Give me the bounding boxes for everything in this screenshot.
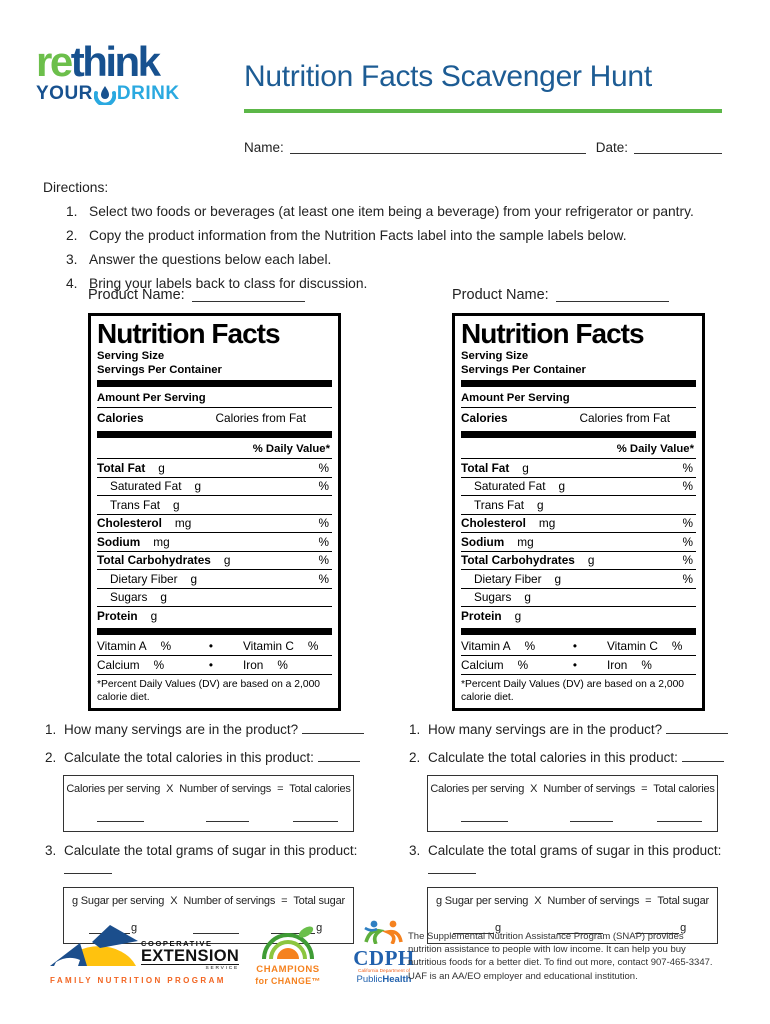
logo-line1 (36, 38, 222, 85)
directions-heading: Directions: (43, 180, 109, 195)
nutrition-facts-title: Nutrition Facts (97, 318, 280, 349)
calories-formula-blanks (67, 810, 350, 822)
date-fill-line[interactable] (634, 139, 722, 154)
worksheet-columns (43, 287, 737, 944)
calories-calculation-box (63, 775, 354, 832)
answer-blank[interactable] (570, 810, 613, 822)
direction-step (43, 203, 743, 221)
name-fill-line[interactable] (290, 139, 586, 154)
question-1: 1. How many servings are in the product? (43, 720, 373, 739)
daily-value-heading: % Daily Value* (461, 441, 696, 459)
product-name-row (452, 287, 737, 303)
servings-per-container-line[interactable]: Servings Per Container (461, 364, 586, 377)
left-product-column (43, 287, 373, 944)
question-3: 3. Calculate the total grams of sugar in this product: (407, 841, 737, 879)
nutrient-row-trans-fat[interactable]: Trans Fat g (97, 496, 332, 515)
calories-formula-blanks (431, 810, 714, 822)
snap-disclaimer-text: The Supplemental Nutrition Assistance Program (SNAP) provides nutrition assistance to people with low income. It can help you buy nutritious foods for a better diet. To find out more, contact 907-465-3347. UAF is an AA/EO employer and educational institution. (408, 931, 713, 982)
water-drop-icon (94, 83, 116, 105)
name-date-row (244, 139, 722, 155)
extension-mountains-icon (50, 920, 138, 973)
answer-blank[interactable] (97, 810, 144, 822)
bullet-separator: • (572, 639, 578, 654)
bullet-separator: • (208, 657, 214, 672)
step-text: Bring your labels back to class for discussion. (89, 276, 368, 291)
thick-divider (461, 380, 696, 387)
nutrient-row-saturated-fat[interactable]: Saturated Fat g % (461, 478, 696, 497)
directions-section (43, 179, 743, 293)
vitamin-row-calcium-iron[interactable]: Calcium % • Iron % (97, 656, 332, 675)
serving-size-line[interactable]: Serving Size (461, 350, 529, 363)
daily-value-footnote: *Percent Daily Values (DV) are based on a 2,000 calorie diet. (97, 678, 321, 703)
step-text: Select two foods or beverages (at least one item being a beverage) from your refrigerator or pantry. (89, 204, 694, 219)
step-number: 3. (66, 252, 78, 267)
for-change-text: for CHANGE™ (255, 975, 321, 986)
extension-text: EXTENSION (141, 946, 240, 965)
direction-step (43, 251, 743, 269)
thick-divider (97, 628, 332, 635)
date-label: Date: (595, 140, 628, 155)
sugar-formula-blanks: g g (67, 922, 350, 934)
thick-divider (461, 431, 696, 438)
answer-blank[interactable] (302, 722, 364, 734)
worksheet-column (43, 287, 373, 944)
answer-blank[interactable] (293, 810, 338, 822)
worksheet-column (407, 287, 737, 944)
nutrient-row-total-carbohydrates[interactable]: Total Carbohydrates g % (461, 552, 696, 571)
answer-blank[interactable] (428, 862, 476, 874)
champions-arcs-icon (259, 947, 317, 964)
nutrient-row-total-carbohydrates[interactable]: Total Carbohydrates g % (97, 552, 332, 571)
nutrient-row-protein[interactable]: Protein g (97, 608, 158, 623)
logo-re-text: re (36, 38, 71, 85)
family-nutrition-program-text: FAMILY NUTRITION PROGRAM (50, 976, 226, 985)
product-name-label: Product Name: (452, 287, 549, 303)
public-health-text: PublicHealth (356, 973, 412, 985)
logo-line2 (36, 83, 222, 105)
thick-divider (97, 380, 332, 387)
calories-calculation-box (427, 775, 718, 832)
servings-per-container-line[interactable]: Servings Per Container (97, 364, 222, 377)
bullet-separator: • (572, 657, 578, 672)
nutrient-row-sodium[interactable]: Sodium mg % (97, 533, 332, 552)
vitamin-row-a-c[interactable]: Vitamin A % • Vitamin C % (461, 638, 696, 657)
daily-value-heading: % Daily Value* (97, 441, 332, 459)
answer-blank[interactable] (657, 810, 702, 822)
nutrient-row-saturated-fat[interactable]: Saturated Fat g % (97, 478, 332, 497)
logo-drink-text: DRINK (116, 82, 180, 104)
calories-row[interactable] (461, 408, 696, 428)
amount-per-serving-heading: Amount Per Serving (461, 390, 696, 408)
nutrient-row-total-fat[interactable]: Total Fat g % (97, 459, 332, 478)
cooperative-text: COOPERATIVE (141, 938, 213, 948)
footer-logos (50, 920, 430, 986)
product-name-row (88, 287, 373, 303)
question-2: 2. Calculate the total calories in this product: (407, 748, 737, 767)
nutrient-row-total-fat[interactable]: Total Fat g % (461, 459, 696, 478)
cdph-acronym: CDPH (353, 946, 415, 970)
title-underline (244, 109, 722, 113)
answer-blank[interactable] (682, 750, 724, 762)
answer-blank[interactable] (206, 810, 249, 822)
vitamin-row-calcium-iron[interactable]: Calcium % • Iron % (461, 656, 696, 675)
nutrient-row-dietary-fiber[interactable]: Dietary Fiber g % (97, 570, 332, 589)
calories-formula: Calories per serving X Number of servings = Total calories (430, 782, 715, 795)
nutrient-row-sodium[interactable]: Sodium mg % (461, 533, 696, 552)
logo-think-text: think (70, 38, 159, 85)
calories-label: Calories (461, 411, 508, 426)
answer-blank[interactable] (666, 722, 728, 734)
nutrient-row-protein[interactable]: Protein g (461, 608, 522, 623)
calories-row[interactable] (97, 408, 332, 428)
step-number: 1. (66, 204, 78, 219)
question-3: 3. Calculate the total grams of sugar in this product: (43, 841, 373, 879)
nutrient-row-dietary-fiber[interactable]: Dietary Fiber g % (461, 570, 696, 589)
logo-your-text: YOUR (36, 82, 93, 104)
champions-for-change-logo (247, 920, 329, 986)
thick-divider (97, 431, 332, 438)
right-product-column (407, 287, 737, 944)
step-number: 2. (66, 228, 78, 243)
nutrient-row-sugars[interactable]: Sugars g (461, 589, 696, 608)
page-title: Nutrition Facts Scavenger Hunt (244, 60, 652, 93)
calories-formula: Calories per serving X Number of servings = Total calories (66, 782, 351, 795)
cdph-department-text: California Department of (358, 968, 410, 974)
cooperative-extension-logo (50, 920, 238, 985)
vitamin-row-a-c[interactable]: Vitamin A % • Vitamin C % (97, 638, 332, 657)
direction-step (43, 227, 743, 245)
calories-from-fat-label: Calories from Fat (215, 411, 306, 426)
name-label: Name: (244, 140, 284, 155)
calories-from-fat-label: Calories from Fat (579, 411, 670, 426)
sugar-formula-blanks: g g (431, 922, 714, 934)
question-2: 2. Calculate the total calories in this product: (43, 748, 373, 767)
answer-blank[interactable] (64, 862, 112, 874)
champions-text: CHAMPIONS (256, 964, 320, 975)
serving-size-line[interactable]: Serving Size (97, 350, 165, 363)
rethink-your-drink-logo (36, 38, 222, 105)
calories-label: Calories (97, 411, 144, 426)
question-1: 1. How many servings are in the product? (407, 720, 737, 739)
amount-per-serving-heading: Amount Per Serving (97, 390, 332, 408)
product-name-fill-line[interactable] (192, 287, 305, 302)
step-text: Answer the questions below each label. (89, 252, 332, 267)
nutrition-facts-label (88, 313, 341, 711)
sugar-formula: g Sugar per serving X Number of servings = Total sugar (436, 894, 709, 907)
nutrient-row-cholesterol[interactable]: Cholesterol mg % (97, 515, 332, 534)
nutrition-facts-label (452, 313, 705, 711)
answer-blank[interactable] (318, 750, 360, 762)
answer-blank[interactable] (461, 810, 508, 822)
sugar-formula: g Sugar per serving X Number of servings = Total sugar (72, 894, 345, 907)
bullet-separator: • (208, 639, 214, 654)
step-text: Copy the product information from the Nutrition Facts label into the sample labels below. (89, 228, 627, 243)
nutrition-facts-title: Nutrition Facts (461, 318, 644, 349)
daily-value-footnote: *Percent Daily Values (DV) are based on a 2,000 calorie diet. (461, 678, 685, 703)
service-text: SERVICE (141, 964, 239, 971)
nutrient-row-trans-fat[interactable]: Trans Fat g (461, 496, 696, 515)
nutrient-row-cholesterol[interactable]: Cholesterol mg % (461, 515, 696, 534)
product-name-fill-line[interactable] (556, 287, 669, 302)
product-name-label: Product Name: (88, 287, 185, 303)
nutrient-row-sugars[interactable]: Sugars g (97, 589, 332, 608)
thick-divider (461, 628, 696, 635)
step-number: 4. (66, 276, 78, 291)
